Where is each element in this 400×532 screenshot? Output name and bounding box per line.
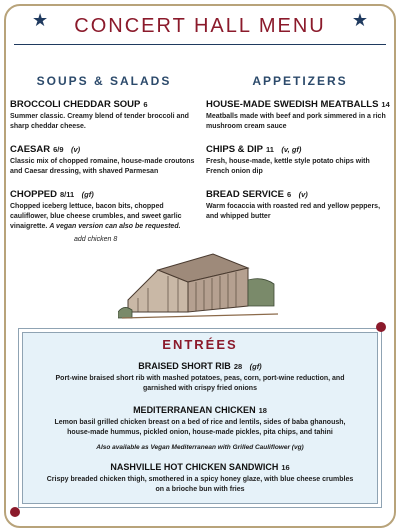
decorative-dot (10, 507, 20, 517)
menu-item (10, 139, 198, 177)
item-description: Meatballs made with beef and pork simmered in a rich mushroom cream sauce (206, 113, 386, 130)
menu-item (206, 139, 394, 177)
item-dietary-note: (v, gf) (281, 145, 302, 154)
item-name: BRAISED SHORT RIB (138, 361, 231, 371)
item-name: CHIPS & DIP (206, 144, 264, 155)
title-divider (14, 44, 386, 45)
item-dietary-note: (gf) (81, 190, 94, 199)
menu-item (206, 94, 394, 132)
item-description: Classic mix of chopped romaine, house-made croutons and Caesar dressing, with shaved Parmesan (10, 158, 195, 175)
title-row (0, 8, 400, 44)
appetizers-section (206, 74, 394, 229)
item-name: MEDITERRANEAN CHICKEN (133, 405, 256, 415)
item-price: 18 (258, 406, 267, 415)
concert-hall-sketch (118, 240, 282, 328)
page-title: CONCERT HALL MENU (74, 14, 326, 37)
item-price: 16 (281, 463, 290, 472)
item-description: Crispy breaded chicken thigh, smothered in a spicy honey glaze, with blue cheese crumbles on a brioche bun with fries (46, 476, 354, 493)
item-name: CAESAR (10, 144, 51, 155)
menu-item (206, 184, 394, 222)
addon-label: add chicken (74, 236, 112, 243)
item-name: BREAD SERVICE (206, 189, 284, 200)
item-description-text: Chopped iceberg lettuce, bacon bits, chopped cauliflower, blue cheese crumbles, and sweet garlic vinaigrette. (10, 203, 182, 230)
item-description: Summer classic. Creamy blend of tender broccoli and sharp cheddar cheese. (10, 113, 189, 130)
entrees-section (18, 328, 382, 508)
item-name: NASHVILLE HOT CHICKEN SANDWICH (110, 462, 279, 472)
menu-item (10, 184, 198, 232)
addon-price: 8 (113, 236, 118, 243)
item-description (10, 202, 198, 232)
item-description: Fresh, house-made, kettle style potato chips with French onion dip (206, 158, 370, 175)
menu-item (10, 94, 198, 132)
item-description: Lemon basil grilled chicken breast on a bed of rice and lentils, sides of baba ghanoush, house-made hummus, pickled onion, house-made pickles, pita chips, and tahini (54, 419, 346, 436)
alternate-note: Also available as Vegan Mediterranean with Grilled Cauliflower (vg) (96, 444, 304, 451)
item-name: BROCCOLI CHEDDAR SOUP (10, 99, 141, 110)
menu-item (19, 457, 381, 495)
item-dietary-note: (gf) (249, 362, 262, 371)
menu-item (19, 400, 381, 438)
item-description: Warm focaccia with roasted red and yellow peppers, and whipped butter (206, 203, 381, 220)
item-price: 6/9 (53, 145, 64, 154)
star-icon: ★ (351, 10, 368, 30)
item-name: HOUSE-MADE SWEDISH MEATBALLS (206, 99, 379, 110)
decorative-dot (376, 322, 386, 332)
item-dietary-note: (v) (71, 145, 81, 154)
star-icon: ★ (32, 10, 49, 30)
section-heading: APPETIZERS (252, 74, 348, 88)
menu-item (19, 356, 381, 394)
item-price: 11 (266, 145, 274, 154)
item-price: 8/11 (59, 190, 75, 199)
item-description-italic: A vegan version can also be requested. (49, 223, 181, 230)
item-price: 28 (233, 362, 243, 371)
item-name: CHOPPED (10, 189, 57, 200)
soups-salads-section (10, 74, 198, 243)
section-heading: ENTRÉES (162, 337, 238, 352)
item-dietary-note: (v) (298, 190, 308, 199)
item-description: Port-wine braised short rib with mashed potatoes, peas, corn, port-wine reduction, and garnished with crispy fried onions (55, 375, 345, 392)
item-price: 6 (286, 190, 292, 199)
section-heading: SOUPS & SALADS (36, 74, 172, 88)
item-price: 14 (381, 100, 390, 109)
item-price: 6 (143, 100, 148, 109)
